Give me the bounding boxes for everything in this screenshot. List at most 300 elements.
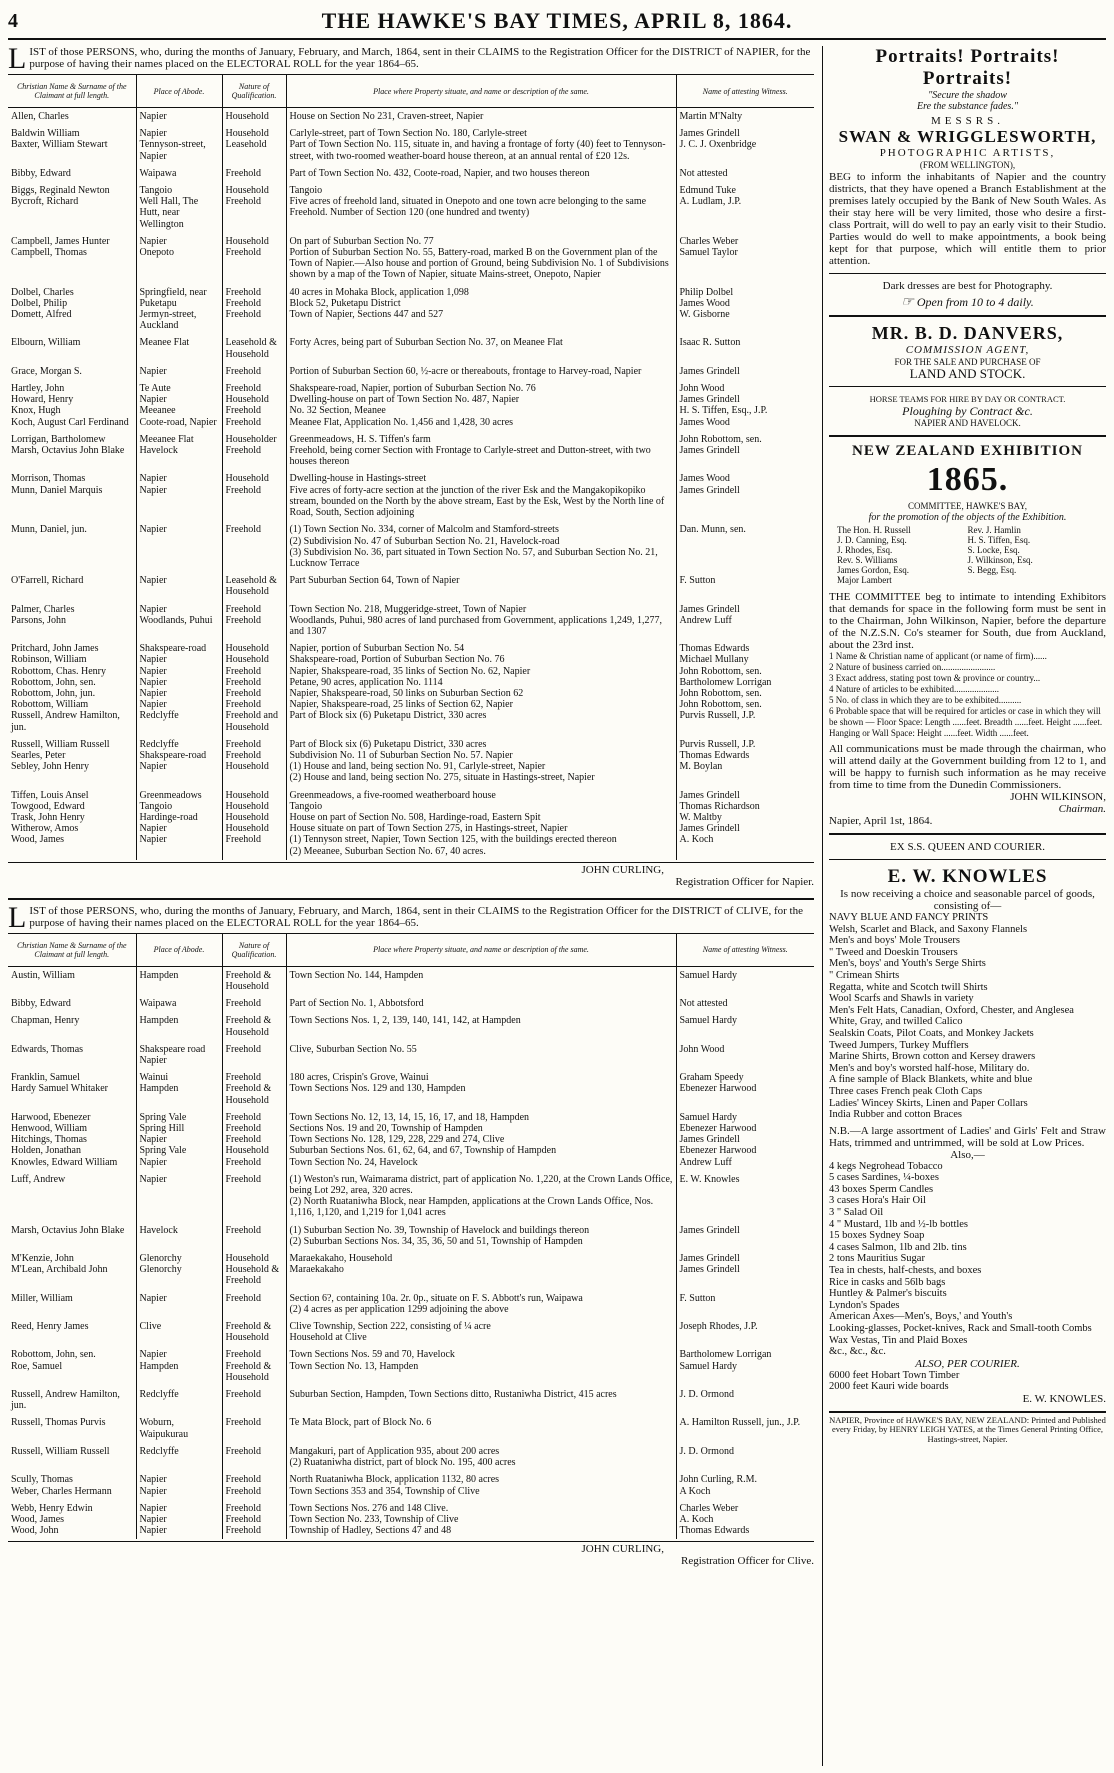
- table-cell: Lorrigan, Bartholomew Marsh, Octavius John Blake: [11, 433, 125, 457]
- table-cell: James Grindell James Grindell: [676, 1250, 814, 1290]
- table-cell: Hartley, John Howard, Henry Knox, Hugh Koch, August Carl Ferdinand: [11, 383, 129, 428]
- table-cell: F. Sutton: [676, 572, 814, 600]
- list-item: Huntley & Palmer's biscuits: [829, 1288, 947, 1300]
- napier-intro: [8, 42, 814, 75]
- list-item: 2000 feet Kauri wide boards: [829, 1381, 949, 1393]
- table-cell: Wainui Hampden: [136, 1069, 222, 1109]
- table-row: [8, 284, 814, 335]
- table-row: [8, 1318, 814, 1346]
- list-item: A fine sample of Black Blankets, white and blue: [829, 1074, 1033, 1086]
- table-cell: Redclyffe Shakspeare-road Napier: [136, 736, 222, 787]
- clive-signature: [8, 1541, 814, 1567]
- table-cell: Charles Weber Samuel Taylor: [676, 233, 814, 284]
- list-item: Rev. J. Hamlin: [967, 525, 1021, 535]
- list-item: Wax Vestas, Tin and Plaid Boxes: [829, 1334, 968, 1346]
- table-cell: Greenmeadows Tangoio Hardinge-road Napier Napier: [136, 787, 222, 860]
- table-cell: Town Section No. 218, Muggeridge-street, Town of Napier Woodlands, Puhui, 980 acres of land purchased from Government, applications 1,249, 1,277, and 1307: [286, 601, 676, 641]
- table-cell: Napier Napier: [136, 1471, 222, 1499]
- merchant-name: E. W. KNOWLES: [887, 866, 1048, 887]
- table-cell: Tiffen, Louis Ansel Towgood, Edward Trask, John Henry Witherow, Amos Wood, James: [11, 789, 89, 846]
- table-cell: Napier: [136, 521, 222, 572]
- table-row: [8, 572, 814, 600]
- table-cell: Freehold Freehold: [222, 1471, 286, 1499]
- list-item: Wool Scarfs and Shawls in variety: [829, 993, 974, 1005]
- table-cell: Freehold & Household: [222, 1012, 286, 1040]
- table-cell: Napier: [136, 363, 222, 380]
- table-cell: James Grindell Andrew Luff: [676, 601, 814, 641]
- table-cell: Napier Hampden: [136, 1346, 222, 1386]
- column-header: Name of attesting Witness.: [676, 933, 814, 966]
- table-cell: Bartholomew Lorrigan Samuel Hardy: [676, 1346, 814, 1386]
- table-cell: Edwards, Thomas: [11, 1043, 84, 1055]
- table-row: [8, 1171, 814, 1222]
- table-cell: Pritchard, John James Robinson, William Robottom, Chas. Henry Robottom, John, sen. Robottom, John, jun. Robottom, William Russell, Andrew Hamilton, jun.: [11, 643, 120, 733]
- table-cell: Dan. Munn, sen.: [676, 521, 814, 572]
- table-cell: Te Aute Napier Meeanee Coote-road, Napier: [136, 380, 222, 431]
- table-cell: Biggs, Reginald Newton Bycroft, Richard: [11, 185, 110, 208]
- table-cell: Town Section No. 144, Hampden: [286, 966, 676, 995]
- column-header: Nature of Qualification.: [222, 75, 286, 108]
- table-cell: Napier Tennyson-street, Napier: [136, 125, 222, 165]
- list-item: India Rubber and cotton Braces: [829, 1109, 962, 1121]
- table-cell: Greenmeadows, H. S. Tiffen's farm Freehold, being corner Section with Frontage to Carlyle-street and Dutton-street, with two houses thereon: [286, 431, 676, 471]
- table-cell: J. D. Ormond: [676, 1386, 814, 1414]
- table-cell: Russell, William Russell Searles, Peter Sebley, John Henry: [11, 738, 110, 773]
- list-item: 3 " Salad Oil: [829, 1207, 884, 1219]
- divider: [829, 315, 1106, 317]
- list-item: 6 Probable space that will be required for articles or case in which they will be shown — Floor Space: Length ......feet. Breadth ......feet. Height ......feet. Hanging or Wall Space: Height ......feet. Width ......feet.: [829, 706, 1103, 738]
- table-cell: John Robottom, sen. James Grindell: [676, 431, 814, 471]
- table-cell: Forty Acres, being part of Suburban Section No. 37, on Meanee Flat: [286, 334, 676, 362]
- table-cell: Household: [222, 108, 286, 126]
- table-row: [8, 1109, 814, 1171]
- table-cell: Tangoio Well Hall, The Hutt, near Wellington: [136, 182, 222, 233]
- table-cell: E. W. Knowles: [676, 1171, 814, 1222]
- table-cell: Not attested: [676, 165, 814, 182]
- table-row: [8, 1386, 814, 1414]
- clive-signature-title: Registration Officer for Clive.: [681, 1555, 814, 1568]
- table-cell: 180 acres, Crispin's Grove, Wainui Town Sections Nos. 129 and 130, Hampden: [286, 1069, 676, 1109]
- table-cell: Freehold Freehold & Household: [222, 1346, 286, 1386]
- table-cell: Luff, Andrew: [11, 1173, 66, 1185]
- table-cell: Freehold: [222, 995, 286, 1012]
- list-item: J. Rhodes, Esq.: [837, 545, 893, 555]
- list-item: 2 tons Mauritius Sugar: [829, 1253, 925, 1265]
- table-cell: Household Household & Freehold: [222, 1250, 286, 1290]
- table-cell: Joseph Rhodes, J.P.: [676, 1318, 814, 1346]
- divider: [829, 859, 1106, 860]
- table-cell: Napier: [136, 1290, 222, 1318]
- table-cell: Waipawa: [136, 995, 222, 1012]
- table-cell: Spring Vale Spring Hill Napier Spring Vale Napier: [136, 1109, 222, 1171]
- table-cell: Napier, portion of Suburban Section No. 54 Shakspeare-road, Portion of Suburban Section No. 76 Napier, Shakspeare-road, 35 links of Section No. 62, Napier Petane, 90 acres, application No. 1114 Napier, Shakspeare-road, 50 links on Suburban Section 62 Napier, Shakspeare-road, 25 links of Section 62, Napier Part of Block six (6) Puketapu District, 330 acres: [286, 640, 676, 736]
- table-cell: Household Leasehold: [222, 125, 286, 165]
- table-cell: Napier: [136, 1171, 222, 1222]
- list-item: NAVY BLUE AND FANCY PRINTS: [829, 912, 989, 923]
- table-cell: Russell, Andrew Hamilton, jun.: [11, 1389, 120, 1412]
- table-row: [8, 1290, 814, 1318]
- list-item: J. Wilkinson, Esq.: [967, 555, 1033, 565]
- list-item: S. Begg, Esq.: [967, 565, 1017, 575]
- list-item: &c., &c., &c.: [829, 1346, 886, 1358]
- table-cell: Campbell, James Hunter Campbell, Thomas: [11, 235, 110, 259]
- table-row: [8, 233, 814, 284]
- napier-list: [8, 42, 814, 888]
- table-cell: Freehold: [222, 1386, 286, 1414]
- table-cell: Shakspeare-road Napier Napier Napier Napier Napier Redclyffe: [136, 640, 222, 736]
- list-item: S. Locke, Esq.: [967, 545, 1020, 555]
- table-cell: Samuel Hardy Ebenezer Harwood James Grindell Ebenezer Harwood Andrew Luff: [676, 1109, 814, 1171]
- clive-table: [8, 933, 814, 1540]
- pointing-hand-icon: ☞: [901, 295, 914, 310]
- exhibition-heading: NEW ZEALAND EXHIBITION: [852, 443, 1083, 459]
- list-item: James Gordon, Esq.: [837, 565, 909, 575]
- list-item: Three cases French peak Cloth Caps: [829, 1085, 983, 1097]
- horse-teams: HORSE TEAMS FOR HIRE BY DAY OR CONTRACT.: [869, 394, 1066, 404]
- committee-heading: COMMITTEE, HAWKE'S BAY,: [908, 501, 1027, 511]
- table-cell: Waipawa: [136, 165, 222, 182]
- list-item: Men's, boys' and Youth's Serge Shirts: [829, 958, 986, 970]
- table-cell: Redclyffe: [136, 1386, 222, 1414]
- table-row: [8, 165, 814, 182]
- table-row: [8, 380, 814, 431]
- table-cell: Napier: [136, 108, 222, 126]
- committee-right: [968, 525, 1099, 585]
- column-header: Place where Property situate, and name or description of the same.: [286, 933, 676, 966]
- table-cell: Clive, Suburban Section No. 55: [286, 1041, 676, 1069]
- table-cell: Freehold: [222, 1414, 286, 1442]
- table-row: [8, 108, 814, 126]
- table-cell: Thomas Edwards Michael Mullany John Robottom, sen. Bartholomew Lorrigan John Robottom, sen. John Robottom, sen. Purvis Russell, J.P.: [676, 640, 814, 736]
- table-cell: Freehold Freehold Freehold Household Freehold: [222, 1109, 286, 1171]
- table-cell: Edmund Tuke A. Ludlam, J.P.: [676, 182, 814, 233]
- communications: All communications must be made through the chairman, who will attend daily at the Government building from 12 to 1, and will be happy to furnish such information as he may receive from time to time from the Dunedin Commissioners.: [829, 743, 1106, 791]
- table-cell: A. Hamilton Russell, jun., J.P.: [676, 1414, 814, 1442]
- table-cell: John Wood: [676, 1041, 814, 1069]
- column-header: Christian Name & Surname of the Claimant at full length.: [8, 75, 136, 108]
- goods-list: [829, 912, 1106, 1121]
- table-row: [8, 182, 814, 233]
- table-cell: Town Sections Nos. 1, 2, 139, 140, 141, 142, at Hampden: [286, 1012, 676, 1040]
- table-cell: Napier Woodlands, Puhui: [136, 601, 222, 641]
- table-cell: Franklin, Samuel Hardy Samuel Whitaker: [11, 1072, 109, 1095]
- table-cell: Freehold: [222, 363, 286, 380]
- list-item: Men's and boy's worsted half-hose, Military do.: [829, 1062, 1030, 1074]
- table-cell: Elbourn, William: [11, 337, 81, 349]
- table-cell: Russell, William Russell: [11, 1445, 110, 1457]
- table-cell: Harwood, Ebenezer Henwood, William Hitchings, Thomas Holden, Jonathan Knowles, Edward William: [11, 1111, 118, 1168]
- table-cell: Scully, Thomas Weber, Charles Hermann: [11, 1474, 112, 1497]
- table-cell: Suburban Section, Hampden, Town Sections ditto, Rustaniwha District, 415 acres: [286, 1386, 676, 1414]
- table-row: [8, 431, 814, 471]
- table-cell: Town Sections Nos. 276 and 148 Clive. Town Section No. 233, Township of Clive Township of Hadley, Sections 47 and 48: [286, 1500, 676, 1540]
- list-item: 6000 feet Hobart Town Timber: [829, 1369, 960, 1381]
- list-item: 1 Name & Christian name of applicant (or name of firm)......: [829, 651, 1047, 661]
- table-cell: Napier Napier: [136, 470, 222, 521]
- table-cell: (1) Town Section No. 334, corner of Malcolm and Stamford-streets (2) Subdivision No. 47 of Suburban Section No. 21, Havelock-road (3) Subdivision No. 36, part situated in Town Section No. 57, and Suburban Section No. 21, Lucknow Terrace: [286, 521, 676, 572]
- table-cell: Shakspeare-road, Napier, portion of Suburban Section No. 76 Dwelling-house on part of Town Section No. 487, Napier No. 32 Section, Meanee Meanee Flat, Application No. 1,456 and 1,428, 30 acres: [286, 380, 676, 431]
- table-cell: Freehold: [222, 1290, 286, 1318]
- napier-signature: [8, 862, 814, 888]
- table-cell: Shakspeare road Napier: [136, 1041, 222, 1069]
- studio-from: (FROM WELLINGTON),: [919, 160, 1016, 170]
- list-item: J. D. Canning, Esq.: [837, 535, 907, 545]
- table-cell: Chapman, Henry: [11, 1015, 80, 1027]
- table-row: [8, 601, 814, 641]
- also-goods-list: [829, 1161, 1106, 1358]
- committee-members: [829, 523, 1106, 587]
- list-item: Tweed Jumpers, Turkey Mufflers: [829, 1039, 969, 1051]
- table-cell: Section 6?, containing 10a. 2r. 0p., situate on F. S. Abbott's run, Waipawa (2) 4 acres as per application 1299 adjoining the above: [286, 1290, 676, 1318]
- table-cell: Glenorchy Glenorchy: [136, 1250, 222, 1290]
- table-cell: Part of Town Section No. 432, Coote-road, Napier, and two houses thereon: [286, 165, 676, 182]
- table-row: [8, 1346, 814, 1386]
- table-cell: Samuel Hardy: [676, 966, 814, 995]
- table-cell: Springfield, near Puketapu Jermyn-street, Auckland: [136, 284, 222, 335]
- list-item: 3 cases Hora's Hair Oil: [829, 1195, 926, 1207]
- table-row: [8, 1250, 814, 1290]
- list-item: American Axes—Men's, Boys,' and Youth's: [829, 1311, 1013, 1323]
- list-item: 4 kegs Negrohead Tobacco: [829, 1160, 943, 1172]
- portraits-quote: "Secure the shadow Ere the substance fades.": [916, 90, 1019, 112]
- list-item: Rice in casks and 56lb bags: [829, 1276, 946, 1288]
- table-cell: James Grindell: [676, 363, 814, 380]
- studio-hours: [829, 296, 1106, 309]
- table-cell: Freehold Freehold: [222, 601, 286, 641]
- courier-goods-list: [829, 1370, 1106, 1393]
- clive-intro-text: IST of those PERSONS, who, during the months of January, February, and March, 1864, sent in their CLAIMS to the Registration Officer for the DISTRICT of CLIVE, for the purpose of having their names placed on the ELECTORAL ROLL for the year 1864–65.: [29, 904, 803, 929]
- table-cell: Town Sections Nos. 59 and 70, Havelock Town Section No. 13, Hampden: [286, 1346, 676, 1386]
- table-cell: Freehold: [222, 1443, 286, 1471]
- list-item: Sealskin Coats, Pilot Coats, and Monkey Jackets: [829, 1027, 1034, 1039]
- table-cell: Bibby, Edward: [11, 167, 71, 179]
- chair-name: JOHN WILKINSON,: [1010, 791, 1106, 803]
- table-cell: James Grindell: [676, 1222, 814, 1250]
- table-cell: Household Household Household Household Freehold: [222, 787, 286, 860]
- list-item: H. S. Tiffen, Esq.: [967, 535, 1031, 545]
- table-cell: Grace, Morgan S.: [11, 365, 82, 377]
- list-item: 4 Nature of articles to be exhibited....................: [829, 684, 999, 694]
- list-item: White, Gray, and twilled Calico: [829, 1016, 963, 1028]
- table-cell: Napier: [136, 572, 222, 600]
- table-cell: Householder Freehold: [222, 431, 286, 471]
- table-cell: Freehold Freehold Household: [222, 736, 286, 787]
- dropcap: L: [8, 42, 27, 75]
- table-row: [8, 470, 814, 521]
- table-cell: Allen, Charles: [11, 111, 69, 122]
- table-row: [8, 736, 814, 787]
- table-cell: Miller, William: [11, 1292, 73, 1304]
- table-cell: Freehold & Household: [222, 1318, 286, 1346]
- table-cell: Freehold Freehold Freehold: [222, 1500, 286, 1540]
- table-cell: Part of Section No. 1, Abbotsford: [286, 995, 676, 1012]
- table-cell: 40 acres in Mohaka Block, application 1,098 Block 52, Puketapu District Town of Napier, Sections 447 and 527: [286, 284, 676, 335]
- column-header: Nature of Qualification.: [222, 933, 286, 966]
- table-cell: Palmer, Charles Parsons, John: [11, 603, 75, 626]
- table-cell: James Wood James Grindell: [676, 470, 814, 521]
- table-cell: Freehold: [222, 521, 286, 572]
- table-cell: Marsh, Octavius John Blake: [11, 1224, 125, 1236]
- table-cell: Freehold Freehold & Household: [222, 1069, 286, 1109]
- list-item: 5 cases Sardines, ¼-boxes: [829, 1172, 939, 1184]
- table-cell: North Ruataniwha Block, application 1132, 80 acres Town Sections 353 and 354, Township of Clive: [286, 1471, 676, 1499]
- table-cell: Charles Weber A. Koch Thomas Edwards: [676, 1500, 814, 1540]
- table-cell: M'Kenzie, John M'Lean, Archibald John: [11, 1253, 108, 1276]
- table-cell: Martin M'Nalty: [676, 108, 814, 126]
- table-row: [8, 1500, 814, 1540]
- divider: [829, 435, 1106, 437]
- table-row: [8, 1069, 814, 1109]
- advertisement-column: [822, 46, 1106, 1766]
- table-cell: Household Freehold: [222, 182, 286, 233]
- committee-left: [837, 525, 968, 585]
- table-cell: Hampden: [136, 1012, 222, 1040]
- table-cell: Clive: [136, 1318, 222, 1346]
- table-cell: On part of Suburban Section No. 77 Portion of Suburban Section No. 55, Battery-road, marked B on the Government plan of the Town of Napier.—Also house and portion of Ground, being Subdivision No. 1 of Subdivisions shown by a map of the Town of Napier, situate Mains-street, Onepoto, Napier: [286, 233, 676, 284]
- list-item: Marine Shirts, Brown cotton and Kersey drawers: [829, 1051, 1036, 1063]
- table-row: [8, 125, 814, 165]
- table-cell: (1) Weston's run, Waimarama district, part of application No. 1,220, at the Crown Lands Office, being Lot 292, area, 320 acres. (2) North Ruataniwha Block, near Hampden, applications at the Crown Lands Office, Nos. 1,116, 1,120, and 1,219 for 1,041 acres: [286, 1171, 676, 1222]
- divider: [829, 833, 1106, 835]
- table-cell: Carlyle-street, part of Town Section No. 180, Carlyle-street Part of Town Section No. 115, situate in, and having a frontage of forty (40) feet to Tennyson-street, with two-roomed weather-board house thereon, at an annual rental of £20 12s.: [286, 125, 676, 165]
- table-cell: Te Mata Block, part of Block No. 6: [286, 1414, 676, 1442]
- chair-date: Napier, April 1st, 1864.: [829, 815, 933, 827]
- list-item: Tea in chests, half-chests, and boxes: [829, 1265, 982, 1277]
- column-header: Name of attesting Witness.: [676, 75, 814, 108]
- table-cell: Freehold: [222, 165, 286, 182]
- table-cell: Webb, Henry Edwin Wood, James Wood, John: [11, 1502, 93, 1537]
- studio-text: BEG to inform the inhabitants of Napier and the country districts, that they have opened a Branch Establishment at the premises lately occupied by the Bank of New South Wales. As their stay here will be very limited, those who desire a first-class Portrait, will do well to pay an early visit to their Studio. Parties would do well to make appointments, a book being kept for that purpose, which will entitle them to prior attention.: [829, 171, 1106, 267]
- table-cell: Freehold & Household: [222, 966, 286, 995]
- table-cell: Bibby, Edward: [11, 998, 71, 1010]
- table-cell: F. Sutton: [676, 1290, 814, 1318]
- napier-signature-name: JOHN CURLING,: [581, 863, 664, 876]
- table-cell: Purvis Russell, J.P. Thomas Edwards M. Boylan: [676, 736, 814, 787]
- also-label: Also,—: [950, 1148, 985, 1161]
- napier-signature-title: Registration Officer for Napier.: [675, 875, 814, 888]
- table-cell: Household Household Freehold Freehold Freehold Freehold Freehold and Household: [222, 640, 286, 736]
- table-cell: Household Freehold: [222, 233, 286, 284]
- table-cell: Household Freehold: [222, 470, 286, 521]
- ships: EX S.S. QUEEN AND COURIER.: [890, 841, 1045, 853]
- list-item: Welsh, Scarlet and Black, and Saxony Flannels: [829, 923, 1028, 935]
- list-item: 3 Exact address, stating post town & province or country...: [829, 673, 1041, 683]
- table-cell: Russell, Thomas Purvis: [11, 1417, 106, 1429]
- list-item: The Hon. H. Russell: [837, 525, 911, 535]
- list-item: 4 " Mustard, 1lb and ½-lb bottles: [829, 1218, 969, 1230]
- table-cell: Leasehold & Household: [222, 334, 286, 362]
- table-row: [8, 1443, 814, 1471]
- merchant-intro: Is now receiving a choice and seasonable parcel of goods, consisting of—: [840, 888, 1095, 912]
- table-cell: Freehold: [222, 1222, 286, 1250]
- list-item: 4 cases Salmon, 1lb and 2lb. tins: [829, 1241, 967, 1253]
- table-row: [8, 363, 814, 380]
- committee-text: THE COMMITTEE beg to intimate to intending Exhibitors that demands for space in the following form must be sent in to the Chairman, John Wilkinson, Napier, before the departure of the N.Z.S.N. Co's steamer for South, due from Auckland, about the 23rd inst.: [829, 591, 1106, 651]
- table-cell: Portion of Suburban Section 60, ½-acre or thereabouts, frontage to Harvey-road, Napier: [286, 363, 676, 380]
- table-cell: Redclyffe: [136, 1443, 222, 1471]
- page-number: 4: [8, 10, 18, 32]
- table-cell: Town Sections No. 12, 13, 14, 15, 16, 17, and 18, Hampden Sections Nos. 19 and 20, Township of Hampden Town Sections No. 128, 129, 228, 229 and 274, Clive Suburban Sections Nos. 61, 62, 64, and 67, Township of Hampden Town Section No. 24, Havelock: [286, 1109, 676, 1171]
- table-row: [8, 966, 814, 995]
- table-cell: Mangakuri, part of Application 935, about 200 acres (2) Ruataniwha district, part of block No. 195, 400 acres: [286, 1443, 676, 1471]
- newspaper-title: THE HAWKE'S BAY TIMES, APRIL 8, 1864.: [321, 8, 793, 33]
- table-cell: House on Section No 231, Craven-street, Napier: [286, 108, 676, 126]
- table-cell: Woburn, Waipukurau: [136, 1414, 222, 1442]
- table-row: [8, 1012, 814, 1040]
- table-cell: Meeanee Flat Havelock: [136, 431, 222, 471]
- agent-places: NAPIER AND HAVELOCK.: [914, 418, 1021, 428]
- application-form: [829, 651, 1106, 739]
- table-cell: Dolbel, Charles Dolbel, Philip Domett, Alfred: [11, 286, 74, 321]
- table-cell: Tangoio Five acres of freehold land, situated in Onepoto and one town acre belonging to the same Freehold. Number of Section 120 (one hundred and twenty): [286, 182, 676, 233]
- dropcap: L: [8, 900, 27, 934]
- studio-subtitle: PHOTOGRAPHIC ARTISTS,: [879, 147, 1056, 159]
- list-item: 2 Nature of business carried on........................: [829, 662, 996, 672]
- chair-title: Chairman.: [1058, 803, 1106, 815]
- table-row: [8, 1471, 814, 1499]
- exhibition-year: 1865.: [926, 461, 1009, 498]
- list-item: " Crimean Shirts: [829, 969, 900, 981]
- table-cell: Samuel Hardy: [676, 1012, 814, 1040]
- table-row: [8, 995, 814, 1012]
- table-cell: Napier Napier Napier: [136, 1500, 222, 1540]
- napier-table: [8, 74, 814, 860]
- table-row: [8, 1041, 814, 1069]
- table-cell: (1) Suburban Section No. 39, Township of Havelock and buildings thereon (2) Suburban Sections Nos. 34, 35, 36, 50 and 51, Township of Hampden: [286, 1222, 676, 1250]
- table-cell: Austin, William: [11, 969, 75, 981]
- list-item: Regatta, white and Scotch twill Shirts: [829, 981, 988, 993]
- table-row: [8, 1222, 814, 1250]
- table-cell: Dwelling-house in Hastings-street Five acres of forty-acre section at the junction of the river Esk and the Mangakopikopiko stream, bounded on the North by the above stream, East by the Esk, West by the North line of Road, South, Section adjoining: [286, 470, 676, 521]
- list-item: Looking-glasses, Pocket-knives, Rack and Small-tooth Combs: [829, 1323, 1092, 1334]
- table-cell: James Grindell Thomas Richardson W. Maltby James Grindell A. Koch: [676, 787, 814, 860]
- table-cell: Not attested: [676, 995, 814, 1012]
- list-item: Men's and boys' Mole Trousers: [829, 935, 960, 947]
- table-row: [8, 640, 814, 736]
- ploughing: Ploughing by Contract &c.: [902, 404, 1033, 418]
- table-cell: Robottom, John, sen. Roe, Samuel: [11, 1349, 96, 1372]
- electoral-lists: [8, 42, 814, 1568]
- table-cell: Leasehold & Household: [222, 572, 286, 600]
- list-item: 5 No. of class in which they are to be exhibited..........: [829, 695, 1022, 705]
- divider: [829, 386, 1106, 387]
- table-cell: Hampden: [136, 966, 222, 995]
- imprint: NAPIER, Province of HAWKE'S BAY, NEW ZEALAND: Printed and Published every Friday, by HENRY LEIGH YATES, at the Times General Printing Office, Hastings-street, Napier.: [829, 1411, 1106, 1445]
- table-cell: John Curling, R.M. A Koch: [676, 1471, 814, 1499]
- masthead: [8, 8, 1106, 40]
- merchant-sign: E. W. KNOWLES.: [1022, 1392, 1106, 1405]
- agent-line: FOR THE SALE AND PURCHASE OF: [894, 357, 1041, 367]
- table-cell: John Wood James Grindell H. S. Tiffen, Esq., J.P. James Wood: [676, 380, 814, 431]
- table-cell: Part Suburban Section 64, Town of Napier: [286, 572, 676, 600]
- table-row: [8, 1414, 814, 1442]
- table-cell: Part of Block six (6) Puketapu District, 330 acres Subdivision No. 11 of Suburban Section No. 57. Napier (1) House and land, being section No. 91, Carlyle-street, Napier (2) House and land, being section No. 275, situate in Hastings-street, Napier: [286, 736, 676, 787]
- merchant-nb: N.B.—A large assortment of Ladies' and Girls' Felt and Straw Hats, trimmed and untrimmed, will be sold at Low Prices.: [829, 1124, 1106, 1149]
- list-item: Men's Felt Hats, Canadian, Oxford, Chester, and Anglesea: [829, 1004, 1074, 1016]
- agent-goods: LAND AND STOCK.: [909, 366, 1026, 381]
- table-cell: Morrison, Thomas Munn, Daniel Marquis: [11, 473, 103, 496]
- table-row: [8, 787, 814, 860]
- table-cell: Isaac R. Sutton: [676, 334, 814, 362]
- courier-label: ALSO, PER COURIER.: [915, 1357, 1020, 1370]
- dark-dresses-note: Dark dresses are best for Photography.: [882, 280, 1053, 292]
- table-cell: O'Farrell, Richard: [11, 575, 84, 587]
- table-cell: Freehold Freehold Freehold: [222, 284, 286, 335]
- table-cell: Freehold: [222, 1041, 286, 1069]
- table-cell: Freehold Household Freehold Freehold: [222, 380, 286, 431]
- agent-title: COMMISSION AGENT,: [905, 344, 1030, 356]
- table-cell: Reed, Henry James: [11, 1321, 89, 1333]
